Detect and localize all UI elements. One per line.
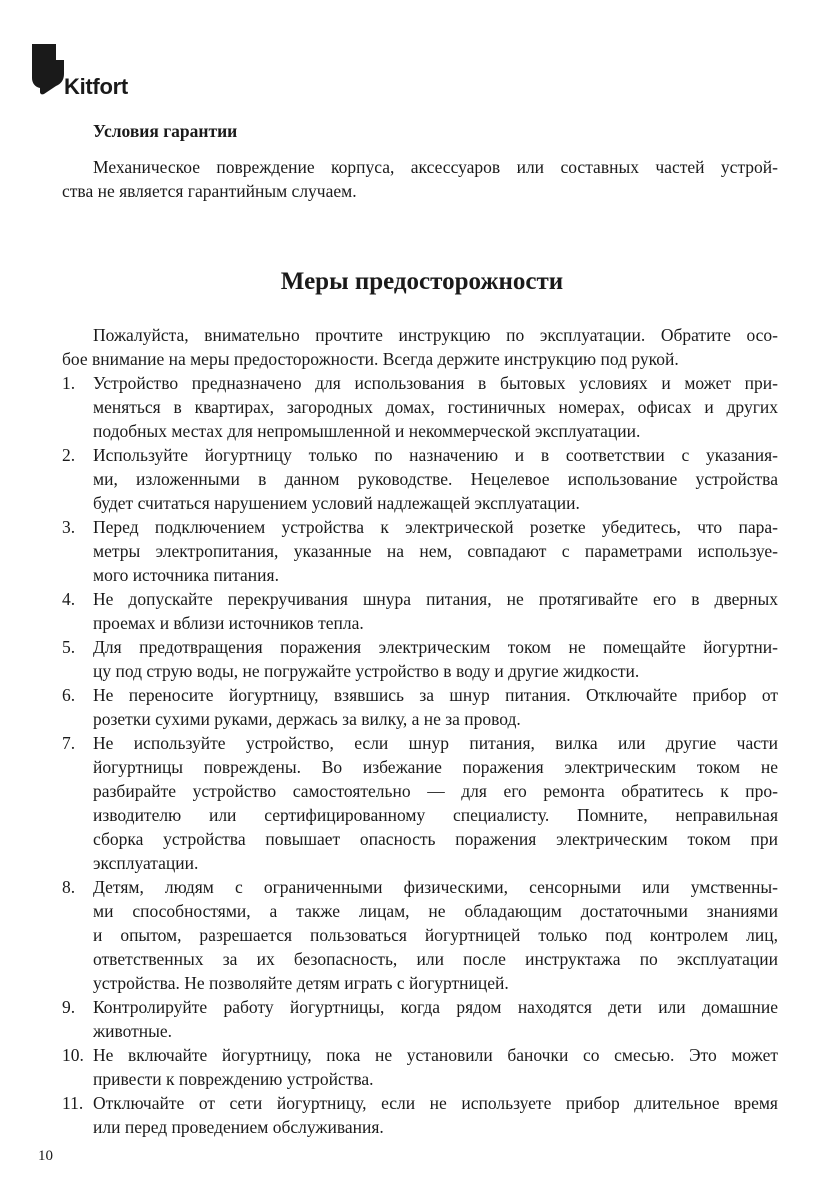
warranty-title: Условия гарантии [93,121,238,141]
list-item-line: подобных местах для непромышленной и некоммерческой эксплуатации. [93,421,641,441]
precautions-list [62,371,778,1139]
list-item-line: мого источника питания. [93,565,279,585]
list-item-line: ответственных за их безопасность, или после инструктажа по эксплуатации [93,949,778,969]
list-item-number: 6. [62,685,76,705]
list-item-line: Устройство предназначено для использования в бытовых условиях и может при- [93,373,778,393]
kitfort-logo [30,44,170,104]
page-number: 10 [38,1148,53,1164]
list-item-line: Отключайте от сети йогуртницу, если не используете прибор длительное время [93,1093,778,1113]
kitfort-flag-icon [30,44,64,96]
list-item-line: изводителю или сертифицированному специалисту. Помните, неправильная [93,805,778,825]
list-item-line: метры электропитания, указанные на нем, совпадают с параметрами используе- [93,541,778,561]
list-item-number: 11. [62,1093,84,1113]
list-item-line: меняться в квартирах, загородных домах, гостиничных номерах, офисах и других [93,397,778,417]
list-item-text [93,587,778,635]
list-item-line: эксплуатации. [93,853,199,873]
list-item [62,587,778,635]
list-item-line: Не включайте йогуртницу, пока не установили баночки со смесью. Это может [93,1045,778,1065]
list-item-text [93,443,778,515]
list-item-text [93,731,778,875]
list-item-text [93,371,778,443]
list-item [62,995,778,1043]
list-item [62,683,778,731]
list-item-text [93,995,778,1043]
list-item-number: 3. [62,517,76,537]
warranty-line: ства не является гарантийным случаем. [62,181,357,201]
list-item-line: Не используйте устройство, если шнур питания, вилка или другие части [93,733,778,753]
list-item-line: ми способностями, а также лицам, не обладающим достаточными знаниями [93,901,778,921]
list-item [62,731,778,875]
section-title: Меры предосторожности [280,268,564,295]
list-item [62,443,778,515]
list-item-line: устройства. Не позволяйте детям играть с йогуртницей. [93,973,509,993]
list-item-number: 10. [62,1045,84,1065]
list-item-line: будет считаться нарушением условий надлежащей эксплуатации. [93,493,580,513]
intro-line: бое внимание на меры предосторожности. Всегда держите инструкцию под рукой. [62,349,679,369]
list-item [62,875,778,995]
list-item-line: или перед проведением обслуживания. [93,1117,384,1137]
list-item-line: привести к повреждению устройства. [93,1069,374,1089]
list-item-line: цу под струю воды, не погружайте устройство в воду и другие жидкости. [93,661,640,681]
list-item-line: Для предотвращения поражения электрическим током не помещайте йогуртни- [93,637,778,657]
intro-text [62,323,778,371]
brand-name: Kitfort [64,74,128,99]
list-item-text [93,683,778,731]
intro-line: Пожалуйста, внимательно прочтите инструкцию по эксплуатации. Обратите осо- [93,325,778,345]
list-item-number: 5. [62,637,76,657]
list-item-line: животные. [93,1021,173,1041]
warranty-line: Механическое повреждение корпуса, аксессуаров или составных частей устрой- [93,157,778,177]
list-item-line: Используйте йогуртницу только по назначению и в соответствии с указания- [93,445,778,465]
list-item-line: и опытом, разрешается пользоваться йогуртницей только под контролем лиц, [93,925,778,945]
list-item-number: 2. [62,445,76,465]
list-item-line: розетки сухими руками, держась за вилку, а не за провод. [93,709,521,729]
list-item-line: Не допускайте перекручивания шнура питания, не протягивайте его в дверных [93,589,778,609]
list-item-number: 4. [62,589,76,609]
list-item-line: Перед подключением устройства к электрической розетке убедитесь, что пара- [93,517,778,537]
list-item [62,635,778,683]
warranty-text [62,155,778,203]
list-item-text [93,1043,778,1091]
list-item-line: ми, изложенными в данном руководстве. Нецелевое использование устройства [93,469,778,489]
list-item-line: сборка устройства повышает опасность поражения электрическим током при [93,829,778,849]
list-item [62,515,778,587]
list-item-line: йогуртницы повреждены. Во избежание поражения электрическим током не [93,757,778,777]
list-item-number: 1. [62,373,76,393]
list-item-number: 8. [62,877,76,897]
list-item-number: 7. [62,733,76,753]
list-item [62,371,778,443]
list-item [62,1043,778,1091]
list-item-line: разбирайте устройство самостоятельно — для его ремонта обратитесь к про- [93,781,778,801]
list-item-text [93,875,778,995]
list-item-line: проемах и вблизи источников тепла. [93,613,364,633]
list-item-line: Не переносите йогуртницу, взявшись за шнур питания. Отключайте прибор от [93,685,778,705]
list-item-number: 9. [62,997,76,1017]
list-item-text [93,635,778,683]
list-item-text [93,1091,778,1139]
list-item-text [93,515,778,587]
list-item [62,1091,778,1139]
list-item-line: Детям, людям с ограниченными физическими, сенсорными или умственны- [93,877,778,897]
list-item-line: Контролируйте работу йогуртницы, когда рядом находятся дети или домашние [93,997,778,1017]
